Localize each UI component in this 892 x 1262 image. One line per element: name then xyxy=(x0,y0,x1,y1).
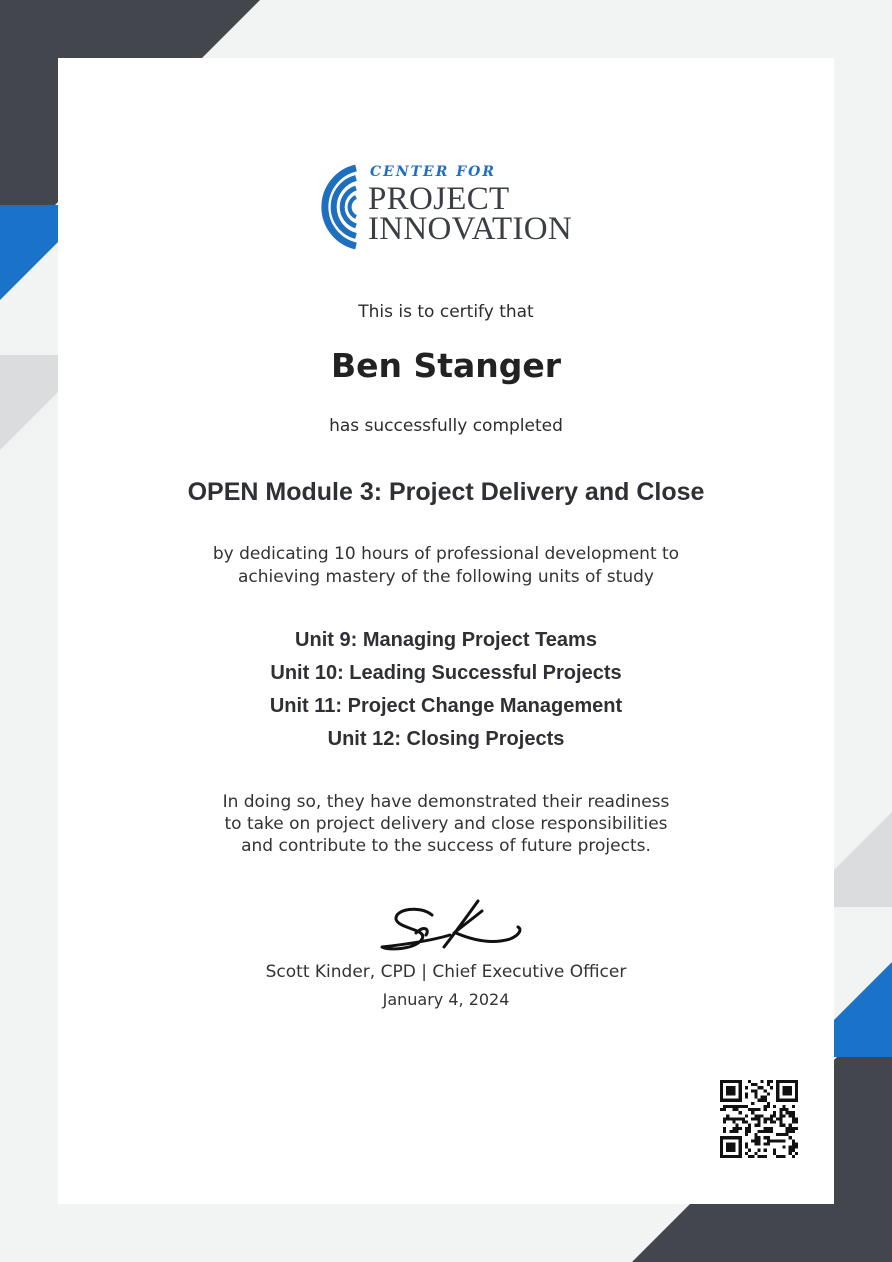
issue-date: January 4, 2024 xyxy=(382,990,510,1009)
certify-intro: This is to certify that xyxy=(358,302,534,322)
dedication-line: by dedicating 10 hours of professional development to xyxy=(212,544,680,564)
logo-text-innovation: INNOVATION xyxy=(368,211,573,247)
concentric-arcs-icon xyxy=(300,162,364,252)
course-title: OPEN Module 3: Project Delivery and Close xyxy=(187,478,705,506)
readiness-text xyxy=(0,791,892,857)
dedication-line: achieving mastery of the following units of study xyxy=(238,567,654,587)
readiness-line: to take on project delivery and close responsibilities xyxy=(224,814,668,834)
signature-icon xyxy=(370,895,530,960)
unit-item: Unit 12: Closing Projects xyxy=(327,728,565,750)
readiness-line: In doing so, they have demonstrated their readiness xyxy=(222,792,670,812)
readiness-line: and contribute to the success of future projects. xyxy=(241,836,651,856)
unit-item: Unit 11: Project Change Management xyxy=(269,695,623,717)
unit-item: Unit 10: Leading Successful Projects xyxy=(270,662,622,684)
signer-name-title: Scott Kinder, CPD | Chief Executive Officer xyxy=(265,962,627,982)
logo-text-center-for: CENTER FOR xyxy=(370,164,496,180)
unit-item: Unit 9: Managing Project Teams xyxy=(295,629,597,651)
dedication-text xyxy=(0,543,892,589)
recipient-name: Ben Stanger xyxy=(330,346,562,385)
qr-code-icon[interactable] xyxy=(720,1080,798,1158)
logo-text-project: PROJECT xyxy=(368,181,510,217)
completed-text: has successfully completed xyxy=(329,416,563,436)
units-list xyxy=(0,624,892,756)
organization-logo xyxy=(300,160,600,252)
